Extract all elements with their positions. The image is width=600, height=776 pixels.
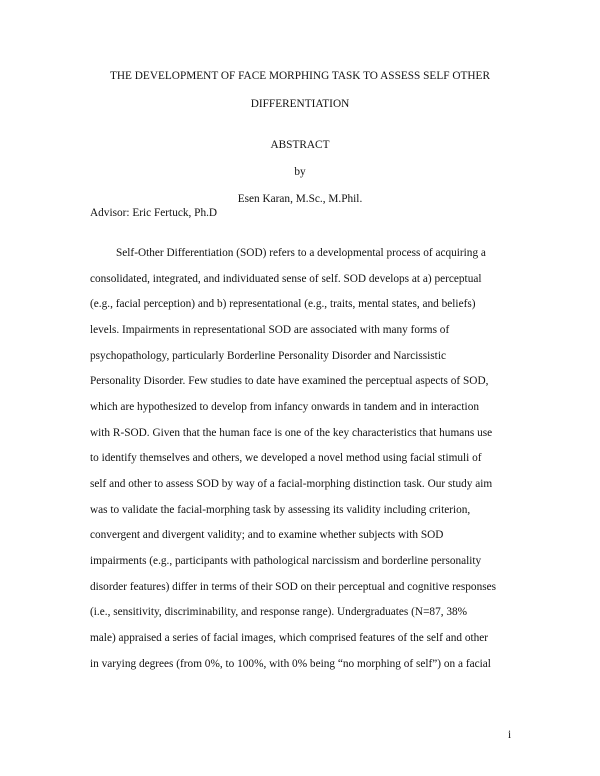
author-line: Esen Karan, M.Sc., M.Phil. [237,193,363,205]
body-line: impairments (e.g., participants with pathological narcissism and borderline personality [90,555,482,567]
by-line: by [294,166,306,178]
body-line: levels. Impairments in representational SOD are associated with many forms of [90,324,450,336]
body-line: in varying degrees (from 0%, to 100%, with 0% being “no morphing of self”) on a facial [90,658,491,670]
page-number: i [508,729,512,741]
body-line: convergent and divergent validity; and to examine whether subjects with SOD [90,529,444,541]
abstract-heading: ABSTRACT [270,139,330,151]
title-line-1: THE DEVELOPMENT OF FACE MORPHING TASK TO ASSESS SELF OTHER [109,70,490,82]
body-line: male) appraised a series of facial images, which comprised features of the self and other [90,632,489,644]
body-line: psychopathology, particularly Borderline Personality Disorder and Narcissistic [90,350,446,362]
body-line: which are hypothesized to develop from infancy onwards in tandem and in interaction [90,401,479,413]
body-line: (e.g., facial perception) and b) representational (e.g., traits, mental states, and beliefs) [90,298,476,310]
body-line: self and other to assess SOD by way of a facial-morphing distinction task. Our study aim [90,478,493,490]
body-line: consolidated, integrated, and individuated sense of self. SOD develops at a) perceptual [90,273,482,285]
title-line-2: DIFFERENTIATION [250,98,350,110]
body-line: Self-Other Differentiation (SOD) refers to a developmental process of acquiring a [116,247,486,259]
body-line: was to validate the facial-morphing task by assessing its validity including criterion, [90,504,471,516]
body-line: disorder features) differ in terms of their SOD on their perceptual and cognitive responses [90,581,497,593]
body-line: with R-SOD. Given that the human face is one of the key characteristics that humans use [90,427,493,439]
body-line: Personality Disorder. Few studies to date have examined the perceptual aspects of SOD, [90,375,489,387]
body-line: (i.e., sensitivity, discriminability, and response range). Undergraduates (N=87, 38% [90,606,468,618]
body-line: to identify themselves and others, we developed a novel method using facial stimuli of [90,452,482,464]
advisor-line: Advisor: Eric Fertuck, Ph.D [90,207,218,219]
